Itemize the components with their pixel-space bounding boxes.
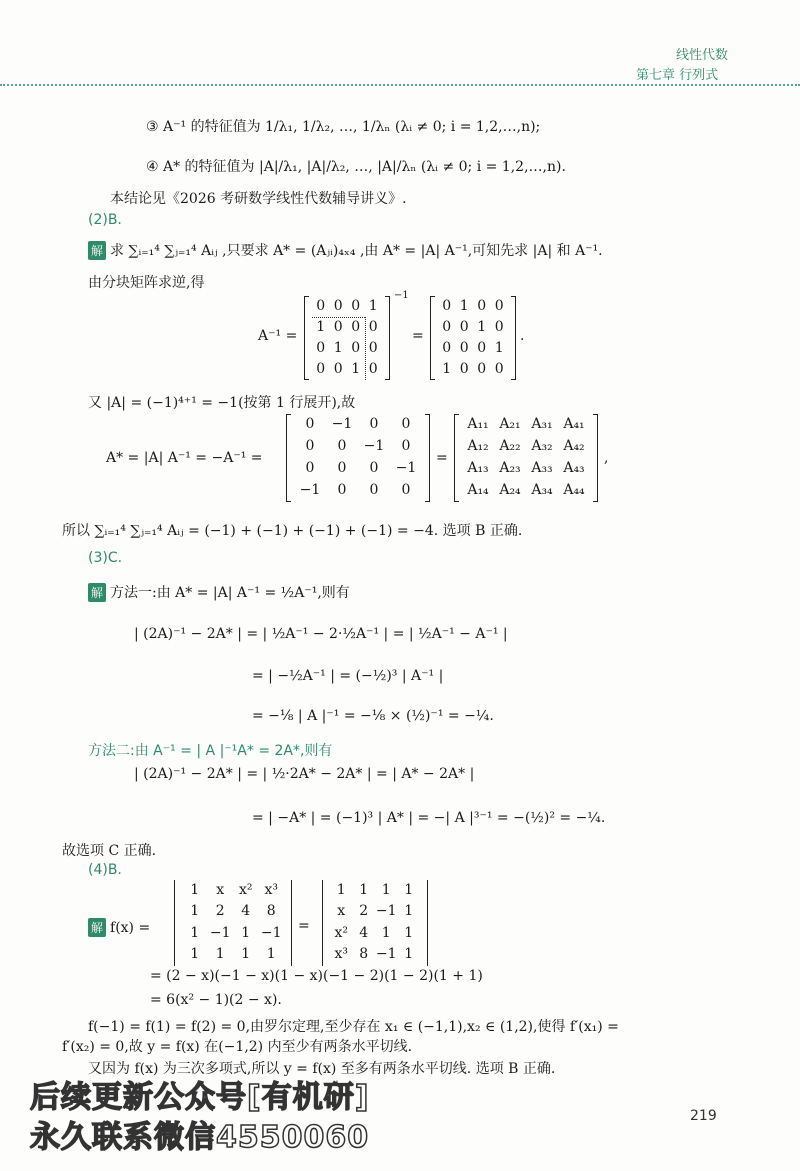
answer-3-label: (3)C. [88,550,123,566]
reference-line: 本结论见《2026 考研数学线性代数辅导讲义》. [110,191,407,207]
matrix-A [304,296,390,380]
equals-sign: = [298,918,310,934]
equals-sign: = [412,328,424,344]
matrix-cell: 0 [369,482,379,498]
matrix-cell: 0 [369,460,379,476]
matrix-cell: A₂₃ [499,460,521,476]
function-lhs-text: f(x) = [110,920,151,936]
matrix-cell: A₁₃ [467,460,489,476]
method-1-intro [88,582,350,602]
solution-icon: 解 [88,583,106,602]
solution-2-conclusion: 所以 ∑ᵢ₌₁⁴ ∑ⱼ₌₁⁴ Aᵢⱼ = (−1) + (−1) + (−1) + (−1) = −4. 选项 B 正确. [62,523,523,539]
matrix-cell: x [216,881,225,898]
determinant-right-bar [291,880,292,966]
matrix-cell: A₄₃ [563,460,585,476]
method-1-text: 方法一:由 A* = |A| A⁻¹ = ½A⁻¹,则有 [110,585,350,601]
matrix-cell: x² [334,924,348,941]
method-2-line-1: | (2A)⁻¹ − 2A* | = | ½·2A* − 2A* | = | A* − 2A* | [134,766,475,782]
matrix-cell: −1 [375,903,397,920]
inverse-exponent: −1 [394,290,409,301]
equals-sign: = [436,450,448,466]
matrix-cell: 2 [215,903,225,920]
matrix-cell: A₂₄ [499,482,521,498]
matrix-cell: A₁₄ [467,482,489,498]
matrix-cell: 0 [477,360,487,377]
determinant-right-bar [427,880,428,966]
block-partition-vertical [365,317,366,380]
matrix-cell: 0 [351,297,361,314]
matrix-cell: 8 [266,903,276,920]
method-1-line-1: | (2A)⁻¹ − 2A* | = | ½A⁻¹ − 2·½A⁻¹ | = | ½A⁻¹ − A⁻¹ | [134,626,508,642]
method-2-intro: 方法二:由 A⁻¹ = | A |⁻¹A* = 2A*,则有 [88,743,333,759]
matrix-cell: 1 [190,881,200,898]
matrix-cell: 0 [305,438,315,454]
matrix-cell: 0 [459,339,469,356]
matrix-cell: 1 [333,339,343,356]
matrix-right-bracket [425,414,430,502]
matrix-cell: 0 [305,416,315,432]
determinant-line: 又 |A| = (−1)⁴⁺¹ = −1(按第 1 行展开),故 [88,395,356,411]
block-inverse-line: 由分块矩阵求逆,得 [88,275,205,291]
matrix-cell: 1 [266,946,276,963]
matrix-cell: −1 [209,924,231,941]
matrix-cell: A₄₄ [563,482,585,498]
matrix-left-bracket [304,296,309,380]
matrix-cell: 0 [494,318,504,335]
function-line-3: = 6(x² − 1)(2 − x). [150,992,282,1008]
matrix-cell: 0 [305,460,315,476]
method-1-line-3: = −⅛ | A |⁻¹ = −⅛ × (½)⁻¹ = −¼. [252,708,494,724]
matrix-cell: 0 [477,297,487,314]
item-4-line: ④ A* 的特征值为 |A|/λ₁, |A|/λ₂, …, |A|/λₙ (λᵢ ≠ 0; i = 1,2,…,n). [146,159,566,175]
matrix-cell: 0 [368,360,378,377]
matrix-cell: 0 [442,339,452,356]
matrix-cell: x [337,903,346,920]
matrix-A-inverse [430,296,516,380]
matrix-cell: 0 [368,339,378,356]
matrix-cell: A₃₂ [531,438,553,454]
period: . [520,328,525,344]
function-line-2: = (2 − x)(−1 − x)(1 − x)(−1 − 2)(1 − 2)(1 + 1) [150,968,483,984]
solution-2-text: 求 ∑ᵢ₌₁⁴ ∑ⱼ₌₁⁴ Aᵢⱼ ,只要求 A* = (Aⱼᵢ)₄ₓ₄ ,由 A* = |A| A⁻¹,可知先求 |A| 和 A⁻¹. [110,243,603,259]
matrix-cell: −1 [375,946,397,963]
matrix-cell: 0 [494,297,504,314]
matrix-cell: −1 [363,438,385,454]
matrix-left-bracket [430,296,435,380]
matrix-cell: 0 [442,297,452,314]
answer-4-label: (4)B. [88,862,122,878]
matrix-cell: A₃₁ [531,416,553,432]
matrix-cell: A₄₂ [563,438,585,454]
matrix-cell: x² [238,881,253,898]
matrix-left-bracket [454,414,459,502]
page-number: 219 [690,1108,717,1124]
inverse-lhs: A⁻¹ = [258,328,298,344]
matrix-cell: 0 [477,339,487,356]
matrix-cell: 1 [404,903,414,920]
vandermonde-determinant-2 [322,880,428,966]
determinant-left-bar [174,880,175,966]
matrix-cell: A₁₁ [467,416,489,432]
matrix-cell: 1 [442,360,452,377]
matrix-cell: 0 [401,482,411,498]
matrix-cell: A₂₁ [499,416,521,432]
solution-2-intro [88,240,603,260]
matrix-right-bracket [511,296,516,380]
matrix-cell: 2 [359,903,369,920]
matrix-cell: 0 [337,438,347,454]
header-book-title: 线性代数 [676,48,729,63]
matrix-cell: x³ [334,946,348,963]
item-3-line: ③ A⁻¹ 的特征值为 1/λ₁, 1/λ₂, …, 1/λₙ (λᵢ ≠ 0; i = 1,2,…,n); [146,119,541,135]
matrix-cell: 1 [351,360,361,377]
matrix-cell: 1 [215,946,225,963]
matrix-cell: 1 [404,881,414,898]
matrix-cell: A₄₁ [563,416,585,432]
matrix-cell: 1 [190,903,200,920]
matrix-cell: 1 [316,318,326,335]
matrix-cell: 0 [316,360,326,377]
matrix-cell: 1 [241,924,251,941]
matrix-cell: 0 [333,360,343,377]
matrix-cell: 8 [359,946,369,963]
matrix-cell: 0 [316,339,326,356]
matrix-cell: −1 [299,482,321,498]
matrix-right-bracket [593,414,598,502]
watermark-line-2: 永久联系微信4550060 [30,1120,370,1155]
watermark-line-1: 后续更新公众号[有机研] [30,1080,370,1115]
matrix-cell: 1 [459,297,469,314]
matrix-cell: 1 [404,924,414,941]
matrix-cell: 0 [459,318,469,335]
matrix-cell: 0 [351,318,361,335]
matrix-cell: 1 [359,881,369,898]
matrix-cell: 1 [381,881,391,898]
matrix-cell: 1 [368,297,378,314]
matrix-cell: 1 [241,946,251,963]
matrix-cell: A₃₃ [531,460,553,476]
matrix-cell: 0 [369,416,379,432]
answer-2-label: (2)B. [88,212,122,228]
comma: , [604,450,609,466]
matrix-cell: 0 [316,297,326,314]
matrix-cell: 1 [190,946,200,963]
matrix-right-bracket [385,296,390,380]
matrix-cell: 1 [494,339,504,356]
solution-icon: 解 [88,918,106,937]
matrix-cell: 0 [333,318,343,335]
matrix-cell: A₁₂ [467,438,489,454]
matrix-cell: 1 [190,924,200,941]
matrix-cell: x³ [264,881,278,898]
matrix-cell: 4 [359,924,369,941]
header-chapter: 第七章 行列式 [636,68,719,83]
matrix-cell: 0 [333,297,343,314]
matrix-left-bracket [286,414,291,502]
matrix-neg-A-inverse [286,414,430,502]
matrix-cell: 0 [459,360,469,377]
matrix-cell: −1 [331,416,353,432]
function-lhs [88,918,150,937]
matrix-cell: 0 [401,416,411,432]
matrix-cell: 1 [336,881,346,898]
matrix-cell: 1 [381,924,391,941]
matrix-cell: −1 [260,924,282,941]
rolle-line-2: f′(x₂) = 0,故 y = f(x) 在(−1,2) 内至少有两条水平切线. [62,1039,413,1055]
matrix-cofactors [454,414,598,502]
matrix-cell: 4 [241,903,251,920]
matrix-cell: 0 [351,339,361,356]
matrix-cell: 0 [337,460,347,476]
matrix-cell: 0 [368,318,378,335]
header-divider [0,84,800,86]
matrix-cell: 0 [494,360,504,377]
matrix-cell: A₂₂ [499,438,521,454]
solution-icon: 解 [88,241,106,260]
matrix-cell: 0 [337,482,347,498]
rolle-line-1: f(−1) = f(1) = f(2) = 0,由罗尔定理,至少存在 x₁ ∈ (−1,1),x₂ ∈ (1,2),使得 f′(x₁) = [88,1019,619,1035]
method-1-line-2: = | −½A⁻¹ | = (−½)³ | A⁻¹ | [252,668,444,684]
matrix-cell: 0 [401,438,411,454]
matrix-cell: 1 [477,318,487,335]
method-2-line-2: = | −A* | = (−1)³ | A* | = −| A |³⁻¹ = −(½)² = −¼. [252,810,606,826]
matrix-cell: −1 [395,460,417,476]
rolle-line-3: 又因为 f(x) 为三次多项式,所以 y = f(x) 至多有两条水平切线. 选项 B 正确. [88,1061,556,1077]
determinant-left-bar [322,880,323,966]
matrix-cell: 1 [404,946,414,963]
matrix-cell: A₃₄ [531,482,553,498]
vandermonde-determinant-1 [174,880,292,966]
matrix-cell: 0 [442,318,452,335]
adjugate-lhs: A* = |A| A⁻¹ = −A⁻¹ = [106,450,263,466]
solution-3-conclusion: 故选项 C 正确. [62,843,157,859]
block-partition-horizontal [312,317,365,318]
